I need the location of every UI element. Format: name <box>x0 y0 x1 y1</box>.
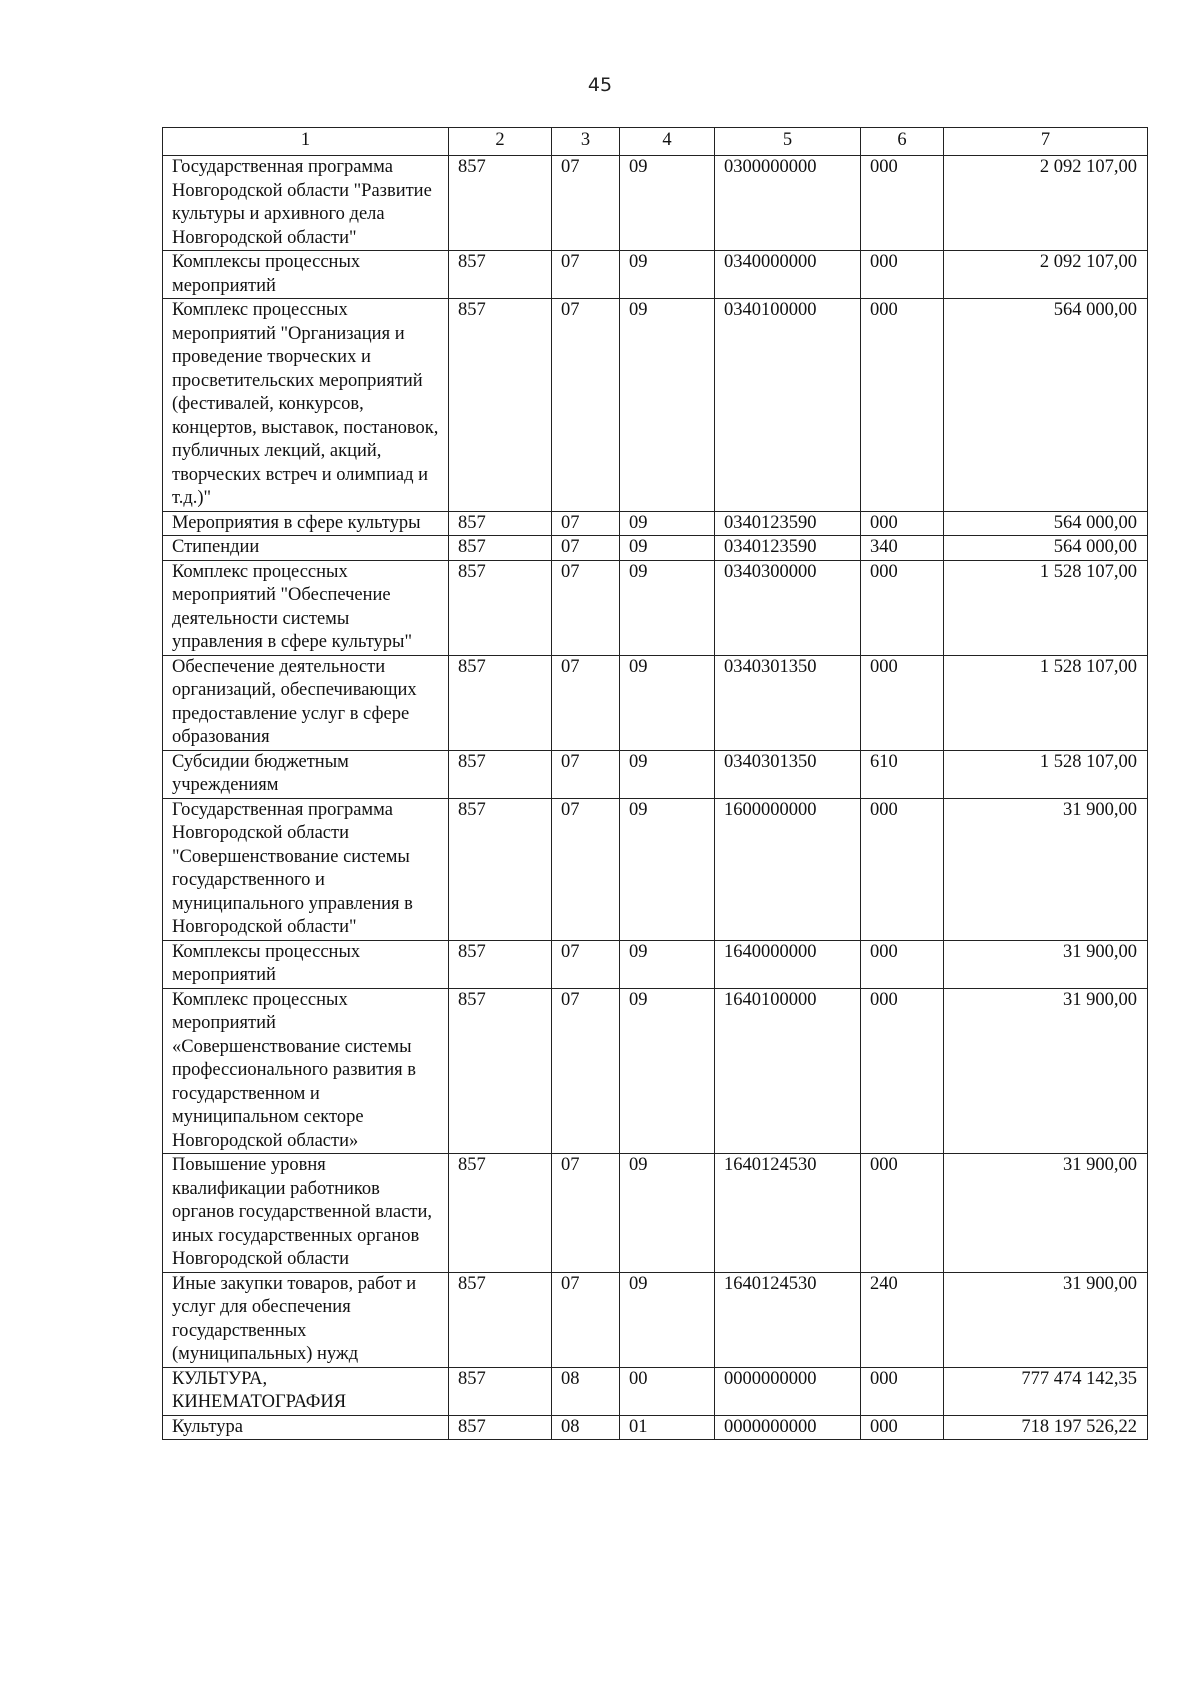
section-cell: 07 <box>552 536 620 561</box>
table-row <box>163 1367 1148 1415</box>
expense-type-cell: 000 <box>861 156 944 251</box>
amount-cell: 2 092 107,00 <box>944 251 1148 299</box>
item-name-cell: Иные закупки товаров, работ и услуг для обеспечения государственных (муниципальных) нужд <box>163 1272 449 1367</box>
admin-code-cell: 857 <box>449 1154 552 1273</box>
subsection-cell: 09 <box>620 560 715 655</box>
amount-cell: 2 092 107,00 <box>944 156 1148 251</box>
table-row <box>163 251 1148 299</box>
item-name-cell: Государственная программа Новгородской области "Развитие культуры и архивного дела Новгородской области" <box>163 156 449 251</box>
expense-type-cell: 610 <box>861 750 944 798</box>
admin-code-cell: 857 <box>449 511 552 536</box>
target-article-cell: 0340000000 <box>715 251 861 299</box>
table-row <box>163 988 1148 1154</box>
subsection-cell: 09 <box>620 1272 715 1367</box>
expense-type-cell: 000 <box>861 798 944 940</box>
expense-type-cell: 000 <box>861 1415 944 1440</box>
expense-type-cell: 000 <box>861 940 944 988</box>
budget-table <box>162 127 1148 1440</box>
header-cell: 4 <box>620 128 715 156</box>
header-cell: 2 <box>449 128 552 156</box>
section-cell: 08 <box>552 1367 620 1415</box>
table-row <box>163 1154 1148 1273</box>
subsection-cell: 09 <box>620 798 715 940</box>
amount-cell: 564 000,00 <box>944 299 1148 512</box>
table-row <box>163 511 1148 536</box>
subsection-cell: 09 <box>620 940 715 988</box>
section-cell: 07 <box>552 511 620 536</box>
subsection-cell: 09 <box>620 750 715 798</box>
target-article-cell: 0340100000 <box>715 299 861 512</box>
item-name-cell: Обеспечение деятельности организаций, обеспечивающих предоставление услуг в сфере образования <box>163 655 449 750</box>
admin-code-cell: 857 <box>449 798 552 940</box>
table-row <box>163 299 1148 512</box>
target-article-cell: 1640124530 <box>715 1272 861 1367</box>
section-cell: 07 <box>552 655 620 750</box>
expense-type-cell: 000 <box>861 299 944 512</box>
section-cell: 07 <box>552 1154 620 1273</box>
section-cell: 07 <box>552 156 620 251</box>
admin-code-cell: 857 <box>449 988 552 1154</box>
table-row <box>163 1415 1148 1440</box>
target-article-cell: 0340123590 <box>715 536 861 561</box>
expense-type-cell: 000 <box>861 1367 944 1415</box>
item-name-cell: КУЛЬТУРА, КИНЕМАТОГРАФИЯ <box>163 1367 449 1415</box>
item-name-cell: Культура <box>163 1415 449 1440</box>
amount-cell: 31 900,00 <box>944 940 1148 988</box>
header-cell: 6 <box>861 128 944 156</box>
expense-type-cell: 340 <box>861 536 944 561</box>
amount-cell: 564 000,00 <box>944 511 1148 536</box>
amount-cell: 31 900,00 <box>944 1154 1148 1273</box>
target-article-cell: 0000000000 <box>715 1415 861 1440</box>
amount-cell: 31 900,00 <box>944 988 1148 1154</box>
item-name-cell: Государственная программа Новгородской области "Совершенствование системы государственного и муниципального управления в Новгородской области" <box>163 798 449 940</box>
header-row <box>163 128 1148 156</box>
item-name-cell: Комплекс процессных мероприятий «Совершенствование системы профессионального развития в государственном и муниципальном секторе Новгородской области» <box>163 988 449 1154</box>
header-cell: 5 <box>715 128 861 156</box>
amount-cell: 1 528 107,00 <box>944 750 1148 798</box>
header-cell: 1 <box>163 128 449 156</box>
expense-type-cell: 000 <box>861 511 944 536</box>
subsection-cell: 01 <box>620 1415 715 1440</box>
table-row <box>163 940 1148 988</box>
subsection-cell: 09 <box>620 511 715 536</box>
section-cell: 07 <box>552 251 620 299</box>
amount-cell: 31 900,00 <box>944 1272 1148 1367</box>
subsection-cell: 09 <box>620 536 715 561</box>
amount-cell: 718 197 526,22 <box>944 1415 1148 1440</box>
section-cell: 07 <box>552 299 620 512</box>
item-name-cell: Комплексы процессных мероприятий <box>163 251 449 299</box>
amount-cell: 1 528 107,00 <box>944 655 1148 750</box>
item-name-cell: Комплексы процессных мероприятий <box>163 940 449 988</box>
admin-code-cell: 857 <box>449 251 552 299</box>
subsection-cell: 00 <box>620 1367 715 1415</box>
item-name-cell: Мероприятия в сфере культуры <box>163 511 449 536</box>
expense-type-cell: 240 <box>861 1272 944 1367</box>
target-article-cell: 0340123590 <box>715 511 861 536</box>
item-name-cell: Комплекс процессных мероприятий "Обеспечение деятельности системы управления в сфере культуры" <box>163 560 449 655</box>
table-row <box>163 536 1148 561</box>
table-body <box>163 156 1148 1440</box>
table-row <box>163 156 1148 251</box>
target-article-cell: 0340301350 <box>715 750 861 798</box>
page-number: 45 <box>587 74 613 96</box>
item-name-cell: Повышение уровня квалификации работников органов государственной власти, иных государственных органов Новгородской области <box>163 1154 449 1273</box>
admin-code-cell: 857 <box>449 1272 552 1367</box>
admin-code-cell: 857 <box>449 940 552 988</box>
subsection-cell: 09 <box>620 299 715 512</box>
admin-code-cell: 857 <box>449 299 552 512</box>
expense-type-cell: 000 <box>861 251 944 299</box>
section-cell: 07 <box>552 560 620 655</box>
amount-cell: 1 528 107,00 <box>944 560 1148 655</box>
amount-cell: 564 000,00 <box>944 536 1148 561</box>
table-row <box>163 1272 1148 1367</box>
target-article-cell: 1640000000 <box>715 940 861 988</box>
section-cell: 07 <box>552 988 620 1154</box>
amount-cell: 31 900,00 <box>944 798 1148 940</box>
subsection-cell: 09 <box>620 988 715 1154</box>
table-row <box>163 798 1148 940</box>
table-row <box>163 655 1148 750</box>
item-name-cell: Комплекс процессных мероприятий "Организация и проведение творческих и просветительских мероприятий (фестивалей, конкурсов, концертов, выставок, постановок, публичных лекций, акций, творческих встреч и олимпиад и т.д.)" <box>163 299 449 512</box>
section-cell: 07 <box>552 1272 620 1367</box>
section-cell: 07 <box>552 798 620 940</box>
target-article-cell: 1600000000 <box>715 798 861 940</box>
amount-cell: 777 474 142,35 <box>944 1367 1148 1415</box>
target-article-cell: 0300000000 <box>715 156 861 251</box>
admin-code-cell: 857 <box>449 1367 552 1415</box>
section-cell: 07 <box>552 940 620 988</box>
section-cell: 07 <box>552 750 620 798</box>
table-header <box>163 128 1148 156</box>
admin-code-cell: 857 <box>449 655 552 750</box>
target-article-cell: 0000000000 <box>715 1367 861 1415</box>
admin-code-cell: 857 <box>449 560 552 655</box>
section-cell: 08 <box>552 1415 620 1440</box>
table-row <box>163 750 1148 798</box>
expense-type-cell: 000 <box>861 655 944 750</box>
admin-code-cell: 857 <box>449 156 552 251</box>
subsection-cell: 09 <box>620 655 715 750</box>
admin-code-cell: 857 <box>449 1415 552 1440</box>
expense-type-cell: 000 <box>861 988 944 1154</box>
header-cell: 3 <box>552 128 620 156</box>
subsection-cell: 09 <box>620 251 715 299</box>
target-article-cell: 1640100000 <box>715 988 861 1154</box>
expense-type-cell: 000 <box>861 1154 944 1273</box>
item-name-cell: Стипендии <box>163 536 449 561</box>
admin-code-cell: 857 <box>449 750 552 798</box>
header-cell: 7 <box>944 128 1148 156</box>
target-article-cell: 1640124530 <box>715 1154 861 1273</box>
table-row <box>163 560 1148 655</box>
target-article-cell: 0340300000 <box>715 560 861 655</box>
subsection-cell: 09 <box>620 156 715 251</box>
expense-type-cell: 000 <box>861 560 944 655</box>
target-article-cell: 0340301350 <box>715 655 861 750</box>
subsection-cell: 09 <box>620 1154 715 1273</box>
item-name-cell: Субсидии бюджетным учреждениям <box>163 750 449 798</box>
admin-code-cell: 857 <box>449 536 552 561</box>
